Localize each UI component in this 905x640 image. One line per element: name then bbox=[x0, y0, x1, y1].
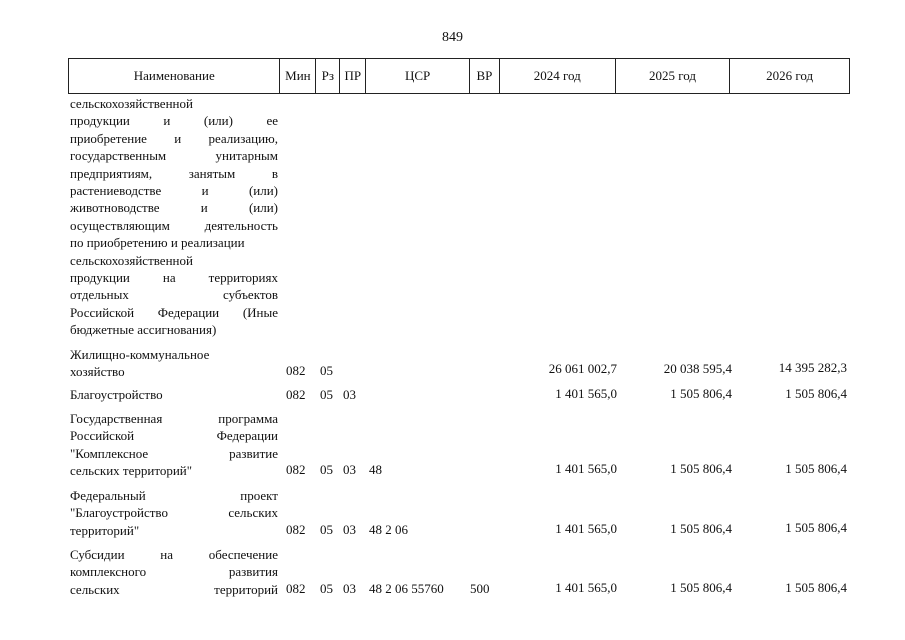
header-rz: Рз bbox=[316, 59, 340, 93]
cell-2026: 1 505 806,4 bbox=[785, 580, 847, 595]
cell-rz: 05 bbox=[320, 462, 333, 477]
name-line: бюджетные ассигнования) bbox=[70, 322, 217, 338]
cell-2025: 1 505 806,4 bbox=[670, 580, 732, 595]
cell-pr: 03 bbox=[343, 522, 356, 537]
name-line: Субсидии на обеспечение bbox=[70, 547, 278, 562]
cell-min: 082 bbox=[286, 581, 306, 596]
cell-vr: 500 bbox=[470, 581, 490, 596]
name-line: Федеральный проект bbox=[70, 488, 278, 503]
cell-min: 082 bbox=[286, 387, 306, 402]
cell-pr: 03 bbox=[343, 462, 356, 477]
cell-2026: 1 505 806,4 bbox=[785, 461, 847, 476]
header-name: Наименование bbox=[69, 59, 280, 93]
name-line: государственным унитарным bbox=[70, 148, 278, 164]
name-line: Жилищно-коммунальное bbox=[70, 347, 210, 362]
name-line: хозяйство bbox=[70, 364, 125, 380]
header-csr: ЦСР bbox=[366, 59, 470, 93]
header-min: Мин bbox=[280, 59, 316, 93]
name-line: продукции и (или) ее bbox=[70, 113, 278, 129]
cell-2024: 1 401 565,0 bbox=[555, 461, 617, 476]
name-line: территорий" bbox=[70, 522, 140, 538]
row-name bbox=[70, 487, 278, 539]
cell-rz: 05 bbox=[320, 363, 333, 378]
cell-csr: 48 2 06 bbox=[369, 522, 408, 537]
header-2025: 2025 год bbox=[616, 59, 731, 93]
name-line: сельскохозяйственной bbox=[70, 252, 193, 268]
header-2026: 2026 год bbox=[766, 68, 814, 83]
row-name bbox=[70, 546, 278, 598]
name-line: Российской Федерации (Иные bbox=[70, 304, 278, 320]
cell-csr: 48 bbox=[369, 462, 382, 477]
header-vr: ВР bbox=[470, 59, 500, 93]
cell-min: 082 bbox=[286, 522, 306, 537]
cell-2024: 1 401 565,0 bbox=[555, 580, 617, 595]
table-header bbox=[68, 58, 850, 94]
name-line: предприятиям, занятым в bbox=[70, 165, 278, 181]
cell-2025: 1 505 806,4 bbox=[670, 461, 732, 476]
cell-2024: 1 401 565,0 bbox=[555, 386, 617, 401]
header-pr: ПР bbox=[340, 59, 366, 93]
name-line: сельскохозяйственной bbox=[70, 96, 193, 111]
cell-2025: 1 505 806,4 bbox=[670, 521, 732, 536]
cell-2025: 20 038 595,4 bbox=[663, 361, 732, 376]
cell-rz: 05 bbox=[320, 522, 333, 537]
name-line: приобретение и реализацию, bbox=[70, 130, 278, 146]
cell-2026: 14 395 282,3 bbox=[778, 360, 847, 375]
cell-min: 082 bbox=[286, 363, 306, 378]
name-line: "Благоустройство сельских bbox=[70, 505, 278, 521]
cell-2026: 1 505 806,4 bbox=[785, 520, 847, 535]
cell-2026: 1 505 806,4 bbox=[785, 386, 847, 401]
name-line: по приобретению и реализации bbox=[70, 235, 245, 251]
cell-rz: 05 bbox=[320, 581, 333, 596]
cell-rz: 05 bbox=[320, 387, 333, 402]
cell-2024: 26 061 002,7 bbox=[548, 361, 617, 376]
header-2024: 2024 год bbox=[500, 59, 616, 93]
cell-pr: 03 bbox=[343, 581, 356, 596]
name-line: осуществляющим деятельность bbox=[70, 217, 278, 233]
name-line: отдельных субъектов bbox=[70, 287, 278, 303]
name-line: животноводстве и (или) bbox=[70, 200, 278, 216]
name-line: сельских территорий bbox=[70, 581, 278, 597]
row-name bbox=[70, 346, 278, 381]
name-line: "Комплексное развитие bbox=[70, 445, 278, 461]
row-name bbox=[70, 386, 278, 403]
name-line: продукции на территориях bbox=[70, 270, 278, 286]
name-line: растениеводстве и (или) bbox=[70, 183, 278, 199]
name-line: Благоустройство bbox=[70, 387, 163, 402]
cell-2024: 1 401 565,0 bbox=[555, 521, 617, 536]
page-number: 849 bbox=[442, 30, 463, 45]
row-name bbox=[70, 410, 278, 480]
cell-min: 082 bbox=[286, 462, 306, 477]
continuation-name bbox=[70, 95, 278, 339]
name-line: комплексного развития bbox=[70, 564, 278, 580]
cell-pr: 03 bbox=[343, 387, 356, 402]
name-line: Государственная программа bbox=[70, 411, 278, 426]
name-line: сельских территорий" bbox=[70, 463, 193, 479]
cell-csr: 48 2 06 55760 bbox=[369, 581, 444, 596]
name-line: Российской Федерации bbox=[70, 428, 278, 444]
cell-2025: 1 505 806,4 bbox=[670, 386, 732, 401]
